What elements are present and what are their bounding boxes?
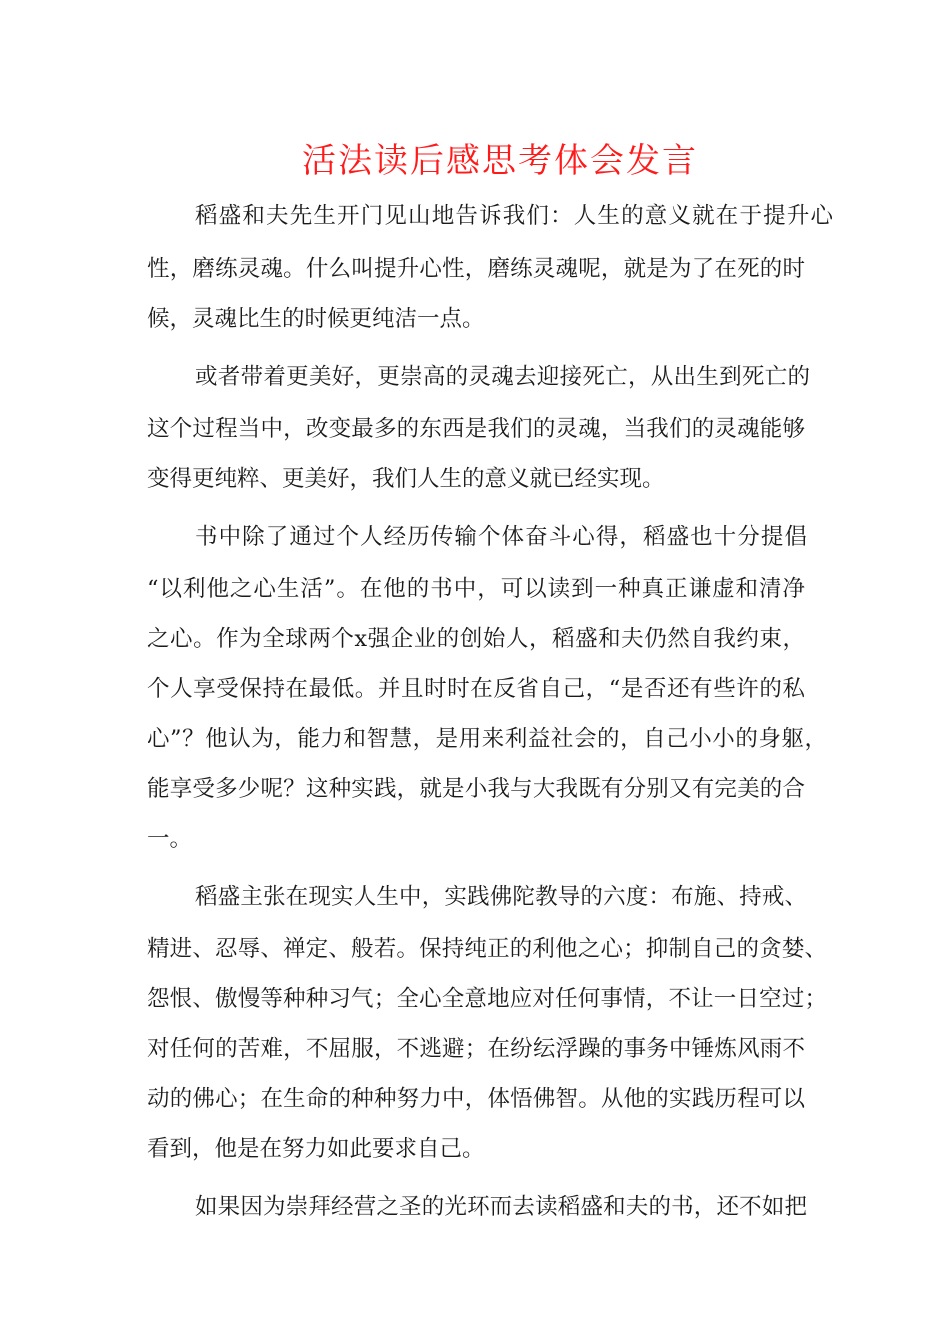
paragraph-line: 稻盛和夫先生开门见山地告诉我们：人生的意义就在于提升心	[195, 203, 833, 229]
paragraph-line: 这个过程当中，改变最多的东西是我们的灵魂，当我们的灵魂能够	[147, 416, 805, 442]
paragraph-line: 精进、忍辱、禅定、般若。保持纯正的利他之心；抑制自己的贪婪、	[147, 936, 827, 962]
paragraph-line: “以利他之心生活”。在他的书中，可以读到一种真正谦虚和清净	[147, 576, 805, 602]
paragraph-line: 动的佛心；在生命的种种努力中，体悟佛智。从他的实践历程可以	[147, 1086, 805, 1112]
paragraph-line: 怨恨、傲慢等种种习气；全心全意地应对任何事情，不让一日空过；	[147, 986, 827, 1012]
paragraph-line: 变得更纯粹、更美好，我们人生的意义就已经实现。	[147, 466, 665, 492]
paragraph-line: 稻盛主张在现实人生中，实践佛陀教导的六度：布施、持戒、	[195, 884, 807, 910]
paragraph-line: 书中除了通过个人经历传输个体奋斗心得，稻盛也十分提倡	[195, 524, 807, 550]
document-title: 活法读后感思考体会发言	[302, 141, 698, 181]
paragraph-line: 如果因为崇拜经营之圣的光环而去读稻盛和夫的书，还不如把	[195, 1194, 807, 1220]
paragraph-line: 性，磨练灵魂。什么叫提升心性，磨练灵魂呢，就是为了在死的时	[147, 256, 805, 282]
paragraph-line: 心”？他认为，能力和智慧，是用来利益社会的，自己小小的身躯，	[147, 726, 827, 752]
paragraph-line: 个人享受保持在最低。并且时时在反省自己，“是否还有些许的私	[147, 676, 805, 702]
paragraph-line: 看到，他是在努力如此要求自己。	[147, 1136, 485, 1162]
paragraph-line: 或者带着更美好，更崇高的灵魂去迎接死亡，从出生到死亡的	[195, 364, 810, 390]
paragraph-line: 之心。作为全球两个x强企业的创始人，稻盛和夫仍然自我约束，	[147, 626, 805, 652]
paragraph-line: 能享受多少呢？这种实践，就是小我与大我既有分别又有完美的合	[147, 776, 805, 802]
paragraph-line: 一。	[147, 826, 193, 852]
paragraph-line: 候，灵魂比生的时候更纯洁一点。	[147, 306, 485, 332]
paragraph-line: 对任何的苦难，不屈服，不逃避；在纷纭浮躁的事务中锤炼风雨不	[147, 1036, 805, 1062]
